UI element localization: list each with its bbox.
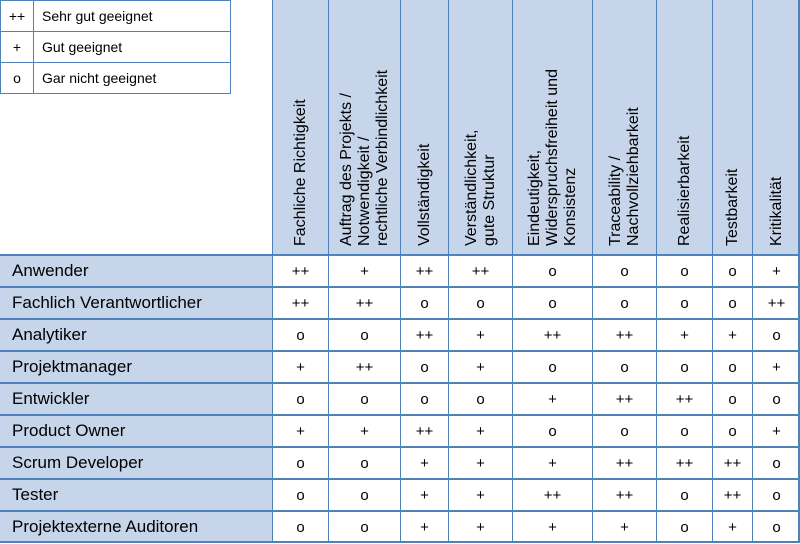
rating-cell: o <box>752 510 800 542</box>
column-header-label <box>607 107 643 246</box>
rating-cell: + <box>400 478 448 510</box>
rating-cell: + <box>512 446 592 478</box>
legend-text: Sehr gut geeignet <box>34 1 231 32</box>
row-role-label: Projektexterne Auditoren <box>0 510 272 542</box>
rating-cell: + <box>512 382 592 414</box>
rating-cell: ++ <box>272 286 328 318</box>
rating-cell: o <box>656 286 712 318</box>
row-role-label: Analytiker <box>0 318 272 350</box>
row-role-label: Anwender <box>0 254 272 286</box>
column-header-line: gute Struktur <box>480 154 498 246</box>
rating-cell: + <box>752 254 800 286</box>
rating-cell: ++ <box>712 478 752 510</box>
column-header <box>512 0 592 254</box>
rating-cell: o <box>328 382 400 414</box>
column-header-line: Konsistenz <box>561 167 579 246</box>
legend-text: Gar nicht geeignet <box>34 63 231 94</box>
legend-text: Gut geeignet <box>34 32 231 63</box>
rating-cell: o <box>328 318 400 350</box>
rating-cell: ++ <box>400 318 448 350</box>
rating-cell: o <box>328 478 400 510</box>
rating-cell: o <box>512 286 592 318</box>
column-header <box>328 0 400 254</box>
rating-cell: + <box>752 414 800 446</box>
rating-cell: o <box>400 350 448 382</box>
rating-cell: ++ <box>328 286 400 318</box>
rating-cell: + <box>272 414 328 446</box>
column-header-line: Eindeutigkeit, <box>525 149 543 246</box>
column-header-line: Widerspruchsfreiheit und <box>543 69 561 246</box>
row-role-label: Fachlich Verantwortlicher <box>0 286 272 318</box>
rating-cell: + <box>448 318 512 350</box>
rating-cell: o <box>752 318 800 350</box>
row-role-label: Tester <box>0 478 272 510</box>
rating-cell: + <box>592 510 656 542</box>
column-header <box>656 0 712 254</box>
column-header-line: Nachvollziehbarkeit <box>624 107 642 246</box>
rating-cell: + <box>656 318 712 350</box>
rating-cell: ++ <box>592 382 656 414</box>
column-header-label <box>292 99 310 246</box>
column-header <box>400 0 448 254</box>
rating-cell: o <box>272 318 328 350</box>
rating-cell: o <box>752 478 800 510</box>
row-role-label: Scrum Developer <box>0 446 272 478</box>
column-header <box>592 0 656 254</box>
rating-cell: o <box>328 446 400 478</box>
rating-cell: ++ <box>752 286 800 318</box>
column-header-label <box>416 144 434 246</box>
row-role-label: Entwickler <box>0 382 272 414</box>
column-header-label <box>526 69 580 246</box>
rating-cell: ++ <box>272 254 328 286</box>
column-header-line: Testbarkeit <box>723 168 741 246</box>
rating-cell: o <box>512 350 592 382</box>
rating-cell: ++ <box>400 414 448 446</box>
rating-cell: + <box>448 478 512 510</box>
rating-cell: ++ <box>656 446 712 478</box>
rating-cell: ++ <box>592 478 656 510</box>
rating-cell: ++ <box>512 318 592 350</box>
rating-cell: o <box>272 382 328 414</box>
rating-cell: o <box>712 382 752 414</box>
column-header-line: Vollständigkeit <box>415 143 433 246</box>
rating-cell: o <box>752 446 800 478</box>
rating-cell: ++ <box>592 446 656 478</box>
rating-cell: ++ <box>512 478 592 510</box>
rating-cell: o <box>656 350 712 382</box>
column-header-line: Auftrag des Projekts / <box>337 93 355 246</box>
rating-cell: + <box>328 254 400 286</box>
rating-cell: o <box>712 286 752 318</box>
legend-symbol: o <box>1 63 34 94</box>
rating-cell: ++ <box>328 350 400 382</box>
rating-cell: + <box>400 446 448 478</box>
rating-cell: + <box>512 510 592 542</box>
column-header <box>752 0 800 254</box>
rating-cell: ++ <box>712 446 752 478</box>
rating-cell: o <box>752 382 800 414</box>
column-header-line: Fachliche Richtigkeit <box>291 99 309 246</box>
rating-cell: o <box>592 414 656 446</box>
column-header-label <box>724 169 742 246</box>
rating-cell: o <box>656 414 712 446</box>
rating-cell: + <box>712 318 752 350</box>
column-header-line: rechtliche Verbindlichkeit <box>373 69 391 246</box>
rating-cell: o <box>712 350 752 382</box>
rating-cell: + <box>712 510 752 542</box>
rating-cell: + <box>448 510 512 542</box>
legend <box>0 0 231 94</box>
rating-cell: ++ <box>400 254 448 286</box>
column-header <box>712 0 752 254</box>
column-header-label <box>463 129 499 246</box>
rating-cell: o <box>272 478 328 510</box>
rating-cell: + <box>328 414 400 446</box>
rating-cell: o <box>328 510 400 542</box>
rating-cell: o <box>272 510 328 542</box>
rating-cell: o <box>712 414 752 446</box>
column-header-line: Verständlichkeit, <box>462 129 480 246</box>
rating-cell: + <box>448 350 512 382</box>
rating-cell: o <box>656 510 712 542</box>
rating-cell: o <box>512 414 592 446</box>
column-header-label <box>768 177 786 246</box>
legend-symbol: ++ <box>1 1 34 32</box>
rating-cell: o <box>272 446 328 478</box>
rating-cell: o <box>712 254 752 286</box>
column-header-line: Traceability / <box>606 155 624 246</box>
rating-cell: + <box>752 350 800 382</box>
row-role-label: Product Owner <box>0 414 272 446</box>
legend-symbol: + <box>1 32 34 63</box>
rating-cell: ++ <box>656 382 712 414</box>
column-header-line: Realisierbarkeit <box>675 135 693 246</box>
column-header-label <box>676 136 694 246</box>
rating-cell: o <box>448 286 512 318</box>
column-header <box>272 0 328 254</box>
row-role-label: Projektmanager <box>0 350 272 382</box>
rating-cell: + <box>400 510 448 542</box>
rating-cell: o <box>400 382 448 414</box>
column-header-line: Kritikalität <box>767 176 785 246</box>
column-header <box>448 0 512 254</box>
rating-cell: + <box>272 350 328 382</box>
rating-cell: o <box>400 286 448 318</box>
legend-row <box>1 63 231 94</box>
rating-cell: o <box>592 254 656 286</box>
column-header-line: Notwendigkeit / <box>355 136 373 246</box>
rating-cell: + <box>448 414 512 446</box>
rating-cell: o <box>656 478 712 510</box>
rating-cell: o <box>592 350 656 382</box>
legend-row <box>1 32 231 63</box>
grid-border <box>0 541 800 543</box>
rating-cell: o <box>448 382 512 414</box>
rating-cell: o <box>656 254 712 286</box>
rating-cell: o <box>512 254 592 286</box>
rating-cell: ++ <box>592 318 656 350</box>
column-header-label <box>338 70 392 246</box>
rating-cell: ++ <box>448 254 512 286</box>
rating-cell: + <box>448 446 512 478</box>
legend-row <box>1 1 231 32</box>
rating-cell: o <box>592 286 656 318</box>
